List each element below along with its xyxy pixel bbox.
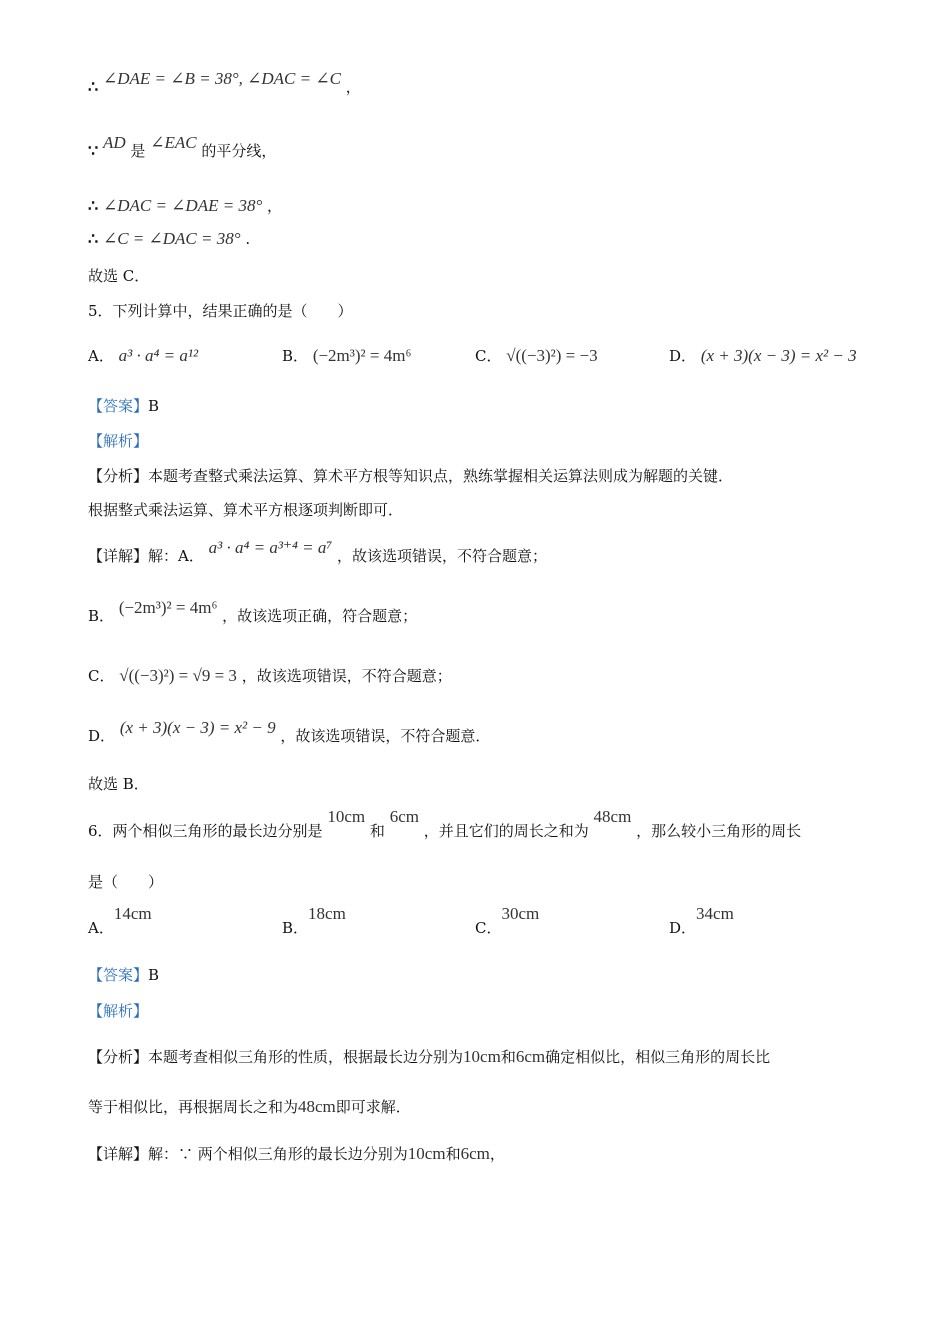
text: 的平分线， (201, 142, 277, 160)
answer-value: B (148, 966, 160, 984)
detail-text: ，故该选项错误，不符合题意． (280, 727, 491, 745)
q5-detail-a (88, 538, 548, 566)
detail-text: ，故该选项正确，符合题意； (222, 607, 418, 625)
proof-line-4 (88, 229, 250, 249)
detail-tag: 【详解】 (88, 1145, 149, 1163)
proof-line-3 (88, 195, 282, 216)
value: 10cm (327, 807, 366, 826)
q6-answer (88, 964, 159, 985)
question-5-stem: 5．下列计算中，结果正确的是（ ） (88, 302, 353, 320)
therefore-symbol: ∴ (88, 196, 99, 215)
q5-conclusion: 故选 B． (88, 775, 149, 793)
detail-letter: C． (88, 667, 115, 685)
option-letter: C． (475, 347, 502, 365)
option-expression: (−2m³)² = 4m⁶ (312, 346, 412, 365)
option-value: 18cm (308, 904, 346, 923)
proof-conclusion: 故选 C． (88, 267, 150, 285)
detail-intro: 解：A． (148, 547, 204, 565)
q6-option-a (88, 904, 152, 938)
fenxi-tag: 【分析】 (88, 467, 149, 485)
q5-detail-b (88, 598, 418, 626)
q6-option-c (475, 904, 540, 938)
math-expression: ∠C = ∠DAC = 38° (102, 229, 241, 248)
stem-text: 6．两个相似三角形的最长边分别是 (88, 822, 323, 840)
detail-text: ，故该选项错误，不符合题意； (241, 667, 452, 685)
fenxi-text: 本题考查整式乘法运算、算术平方根等知识点，熟练掌握相关运算法则成为解题的关键． (148, 467, 734, 485)
fenxi-text: 即可求解． (335, 1098, 411, 1116)
proof-line-2 (88, 133, 277, 161)
detail-letter: D． (88, 727, 116, 745)
q5-fenxi (88, 465, 733, 486)
question-6-stem-cont: 是（ ） (88, 873, 164, 891)
q5-answer (88, 395, 159, 416)
option-expression: (x + 3)(x − 3) = x² − 3 (700, 346, 857, 365)
detail-text: ，故该选项错误，不符合题意； (337, 547, 548, 565)
math-expression: ∠DAC = ∠DAE = 38° (102, 196, 263, 215)
proof-line-1 (88, 69, 361, 97)
question-6-stem (88, 807, 802, 841)
q5-analysis-tag: 【解析】 (88, 432, 149, 450)
value: 10cm (463, 1047, 501, 1066)
q5-detail-c (88, 665, 452, 686)
stem-text: ，并且它们的周长之和为 (423, 822, 589, 840)
q5-option-b (282, 345, 411, 366)
answer-tag: 【答案】 (88, 966, 149, 984)
option-expression: √((−3)²) = −3 (506, 346, 598, 365)
option-letter: B． (282, 919, 309, 937)
math-expression: AD (102, 133, 126, 152)
fenxi-text: 本题考查相似三角形的性质，根据最长边分别为 (148, 1048, 464, 1066)
text: 是 (130, 142, 146, 160)
therefore-symbol: ∴ (88, 77, 99, 96)
q6-fenxi-2 (88, 1096, 411, 1117)
option-expression: a³ · a⁴ = a¹² (118, 346, 199, 365)
detail-text: ， (489, 1145, 505, 1163)
fenxi-tag: 【分析】 (88, 1048, 149, 1066)
q5-detail-d (88, 718, 491, 746)
math-expression: ∠EAC (150, 133, 197, 152)
math-expression: ∠DAE = ∠B = 38°, ∠DAC = ∠C (102, 69, 341, 88)
q6-fenxi (88, 1046, 770, 1067)
option-value: 30cm (501, 904, 540, 923)
detail-text: 和 (445, 1145, 461, 1163)
value: 10cm (407, 1144, 446, 1163)
q5-option-a (88, 345, 198, 366)
math-expression: (x + 3)(x − 3) = x² − 9 (119, 718, 276, 737)
value: 48cm (298, 1097, 336, 1116)
option-value: 14cm (113, 904, 152, 923)
detail-letter: B． (88, 607, 115, 625)
option-letter: D． (669, 347, 697, 365)
option-letter: B． (282, 347, 309, 365)
option-letter: C． (475, 919, 502, 937)
option-value: 34cm (696, 904, 734, 923)
q6-analysis-tag: 【解析】 (88, 1002, 149, 1020)
q6-option-d (669, 904, 734, 938)
value: 48cm (593, 807, 632, 826)
q6-option-b (282, 904, 346, 938)
math-expression: (−2m³)² = 4m⁶ (118, 598, 218, 617)
answer-tag: 【答案】 (88, 397, 149, 415)
option-letter: D． (669, 919, 697, 937)
answer-value: B (148, 397, 160, 415)
math-expression: a³ · a⁴ = a³⁺⁴ = a⁷ (208, 538, 333, 557)
therefore-symbol: ∴ (88, 229, 99, 248)
detail-tag: 【详解】 (88, 547, 149, 565)
fenxi-text: 确定相似比，相似三角形的周长比 (545, 1048, 771, 1066)
q5-option-c (475, 345, 598, 366)
option-letter: A． (88, 347, 114, 365)
detail-text: 解：∵ 两个相似三角形的最长边分别为 (148, 1145, 408, 1163)
punctuation: ， (345, 78, 361, 96)
value: 6cm (460, 1144, 490, 1163)
stem-text: ，那么较小三角形的周长 (636, 822, 802, 840)
fenxi-text: 等于相似比，再根据周长之和为 (88, 1098, 299, 1116)
value: 6cm (389, 807, 419, 826)
math-expression: √((−3)²) = √9 = 3 (119, 666, 237, 685)
punctuation: . (245, 230, 251, 248)
q5-fenxi-2: 根据整式乘法运算、算术平方根逐项判断即可． (88, 501, 404, 519)
punctuation: ， (267, 197, 283, 215)
value: 6cm (515, 1047, 546, 1066)
because-symbol: ∵ (88, 141, 99, 160)
option-letter: A． (88, 919, 114, 937)
fenxi-text: 和 (500, 1048, 516, 1066)
stem-text: 和 (369, 822, 385, 840)
q5-option-d (669, 345, 857, 366)
q6-detail (88, 1143, 505, 1164)
